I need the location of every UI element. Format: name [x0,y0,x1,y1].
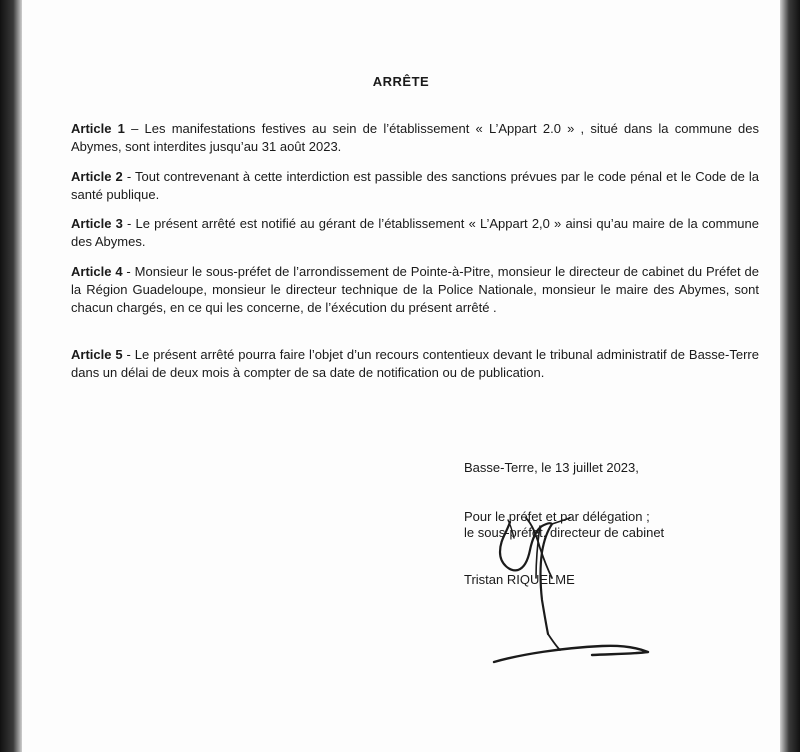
article-text: Monsieur le sous-préfet de l’arrondissement de Pointe-à-Pitre, monsieur le directeur de cabinet du Préfet de la Région Guadeloupe, monsieur le directeur technique de la Police Nationale, monsieur le maire des Abymes, sont chacun chargés, en ce qui les concerne, de l’éxécution du présent arrêté . [71,264,759,315]
article-text: Tout contrevenant à cette interdiction est passible des sanctions prévues par le code pénal et le Code de la santé publique. [71,169,759,202]
signatory-name: Tristan RIQUELME [464,572,575,587]
signatory-title: le sous-préfet, directeur de cabinet [464,525,665,540]
document-page [22,0,780,752]
handwritten-signature-icon [452,500,672,680]
article-text: Le présent arrêté pourra faire l’objet d’un recours contentieux devant le tribunal administratif de Basse-Terre dans un délai de deux mois à compter de sa date de notification ou de publication. [71,347,759,380]
article-label: Article 2 [71,169,123,184]
article-label: Article 1 [71,121,125,136]
article-separator: - [122,169,136,184]
article-4 [71,263,759,317]
article-label: Article 4 [71,264,123,279]
article-separator: - [122,264,135,279]
document-title: ARRÊTE [372,74,430,89]
article-text: Les manifestations festives au sein de l’établissement « L’Appart 2.0 » , situé dans la commune des Abymes, sont interdites jusqu’au 31 août 2023. [71,121,759,154]
article-separator: – [124,121,145,136]
signature-delegation-line: Pour le préfet et par délégation ; [464,509,650,524]
article-3 [71,215,759,251]
photo-frame-left-edge [0,0,22,752]
article-5 [71,346,759,382]
article-1 [71,120,759,156]
article-label: Article 3 [71,216,123,231]
article-text: Le présent arrêté est notifié au gérant de l’établissement « L’Appart 2,0 » ainsi qu’au maire de la commune des Abymes. [71,216,759,249]
article-2 [71,168,759,204]
article-label: Article 5 [71,347,123,362]
article-separator: - [122,347,135,362]
place-and-date: Basse-Terre, le 13 juillet 2023, [464,460,639,475]
article-separator: - [122,216,136,231]
photo-frame-right-edge [780,0,800,752]
